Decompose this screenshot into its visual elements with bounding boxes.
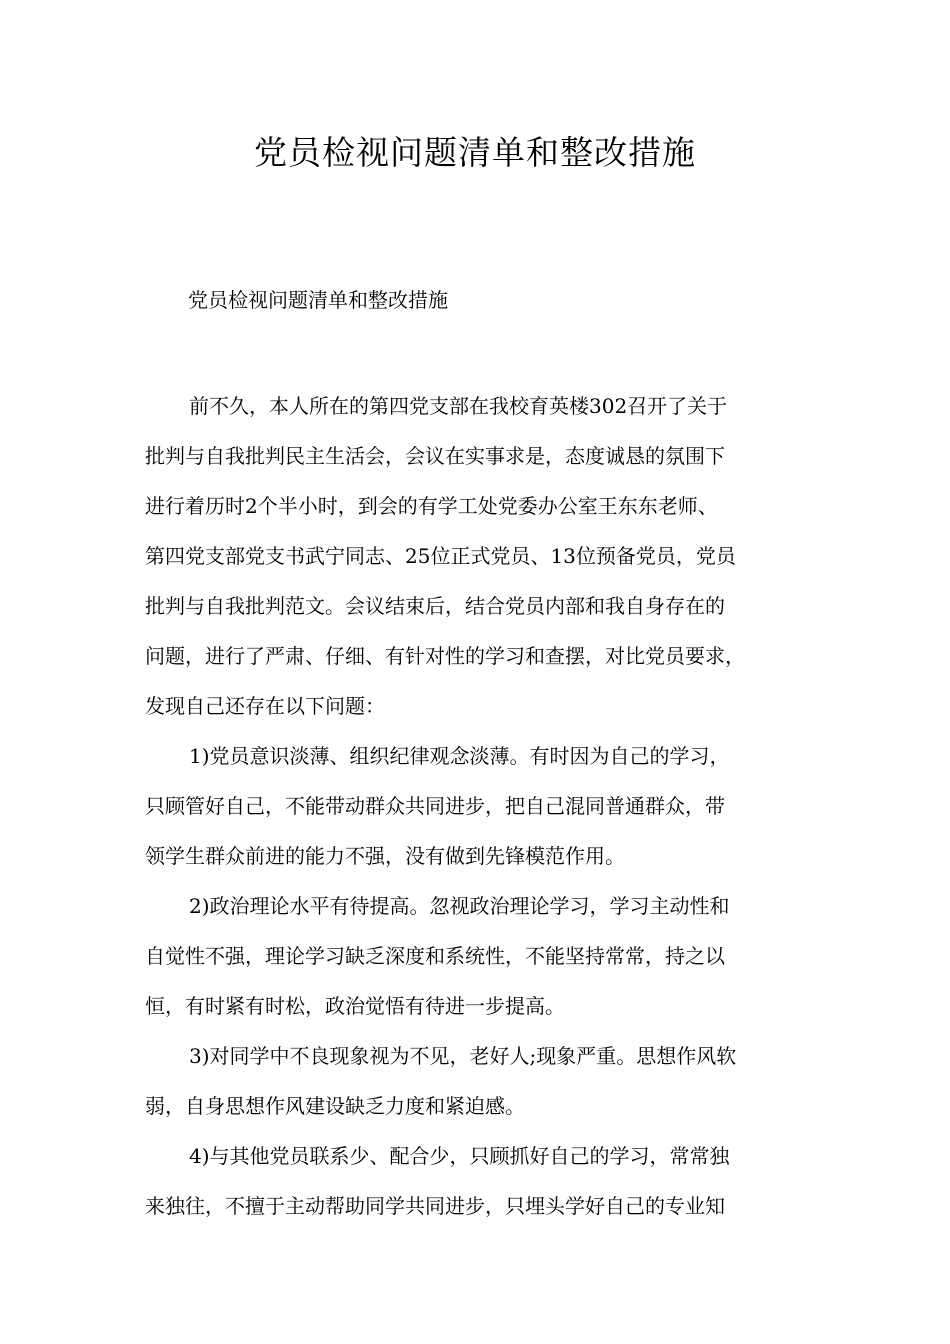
text-line: 领学生群众前进的能力不强，没有做到先锋模范作用。 <box>145 844 625 868</box>
text-line: 批判与自我批判范文。会议结束后，结合党员内部和我自身存在的 <box>145 594 725 618</box>
document-body <box>145 381 825 1231</box>
document-subtitle: 党员检视问题清单和整改措施 <box>188 288 448 312</box>
text-line: 批判与自我批判民主生活会，会议在实事求是，态度诚恳的氛围下 <box>145 444 725 468</box>
text-line: 只顾管好自己，不能带动群众共同进步，把自己混同普通群众，带 <box>145 794 725 818</box>
text-line: 3)对同学中不良现象视为不见，老好人;现象严重。思想作风软 <box>189 1044 737 1068</box>
text-line: 恒，有时紧有时松，政治觉悟有待进一步提高。 <box>145 994 565 1018</box>
text-line: 自觉性不强，理论学习缺乏深度和系统性，不能坚持常常，持之以 <box>145 944 725 968</box>
paragraph-item-2 <box>145 881 825 1031</box>
text-line: 前不久，本人所在的第四党支部在我校育英楼302召开了关于 <box>189 394 728 418</box>
text-line: 2)政治理论水平有待提高。忽视政治理论学习，学习主动性和 <box>189 894 730 918</box>
text-line: 弱，自身思想作风建设缺乏力度和紧迫感。 <box>145 1094 525 1118</box>
text-line: 1)党员意识淡薄、组织纪律观念淡薄。有时因为自己的学习， <box>189 744 730 768</box>
text-line: 进行着历时2个半小时，到会的有学工处党委办公室王东东老师、 <box>145 494 718 518</box>
paragraph-item-3 <box>145 1031 825 1131</box>
paragraph-intro <box>145 381 825 731</box>
text-line: 4)与其他党员联系少、配合少，只顾抓好自己的学习，常常独 <box>189 1144 730 1168</box>
paragraph-item-4 <box>145 1131 825 1231</box>
text-line: 第四党支部党支书武宁同志、25位正式党员、13位预备党员，党员 <box>145 544 736 568</box>
text-line: 发现自己还存在以下问题： <box>145 694 385 718</box>
paragraph-item-1 <box>145 731 825 881</box>
document-title: 党员检视问题清单和整改措施 <box>254 133 696 172</box>
text-line: 问题，进行了严肃、仔细、有针对性的学习和查摆，对比党员要求， <box>145 644 745 668</box>
text-line: 来独往，不擅于主动帮助同学共同进步，只埋头学好自己的专业知 <box>145 1194 725 1218</box>
